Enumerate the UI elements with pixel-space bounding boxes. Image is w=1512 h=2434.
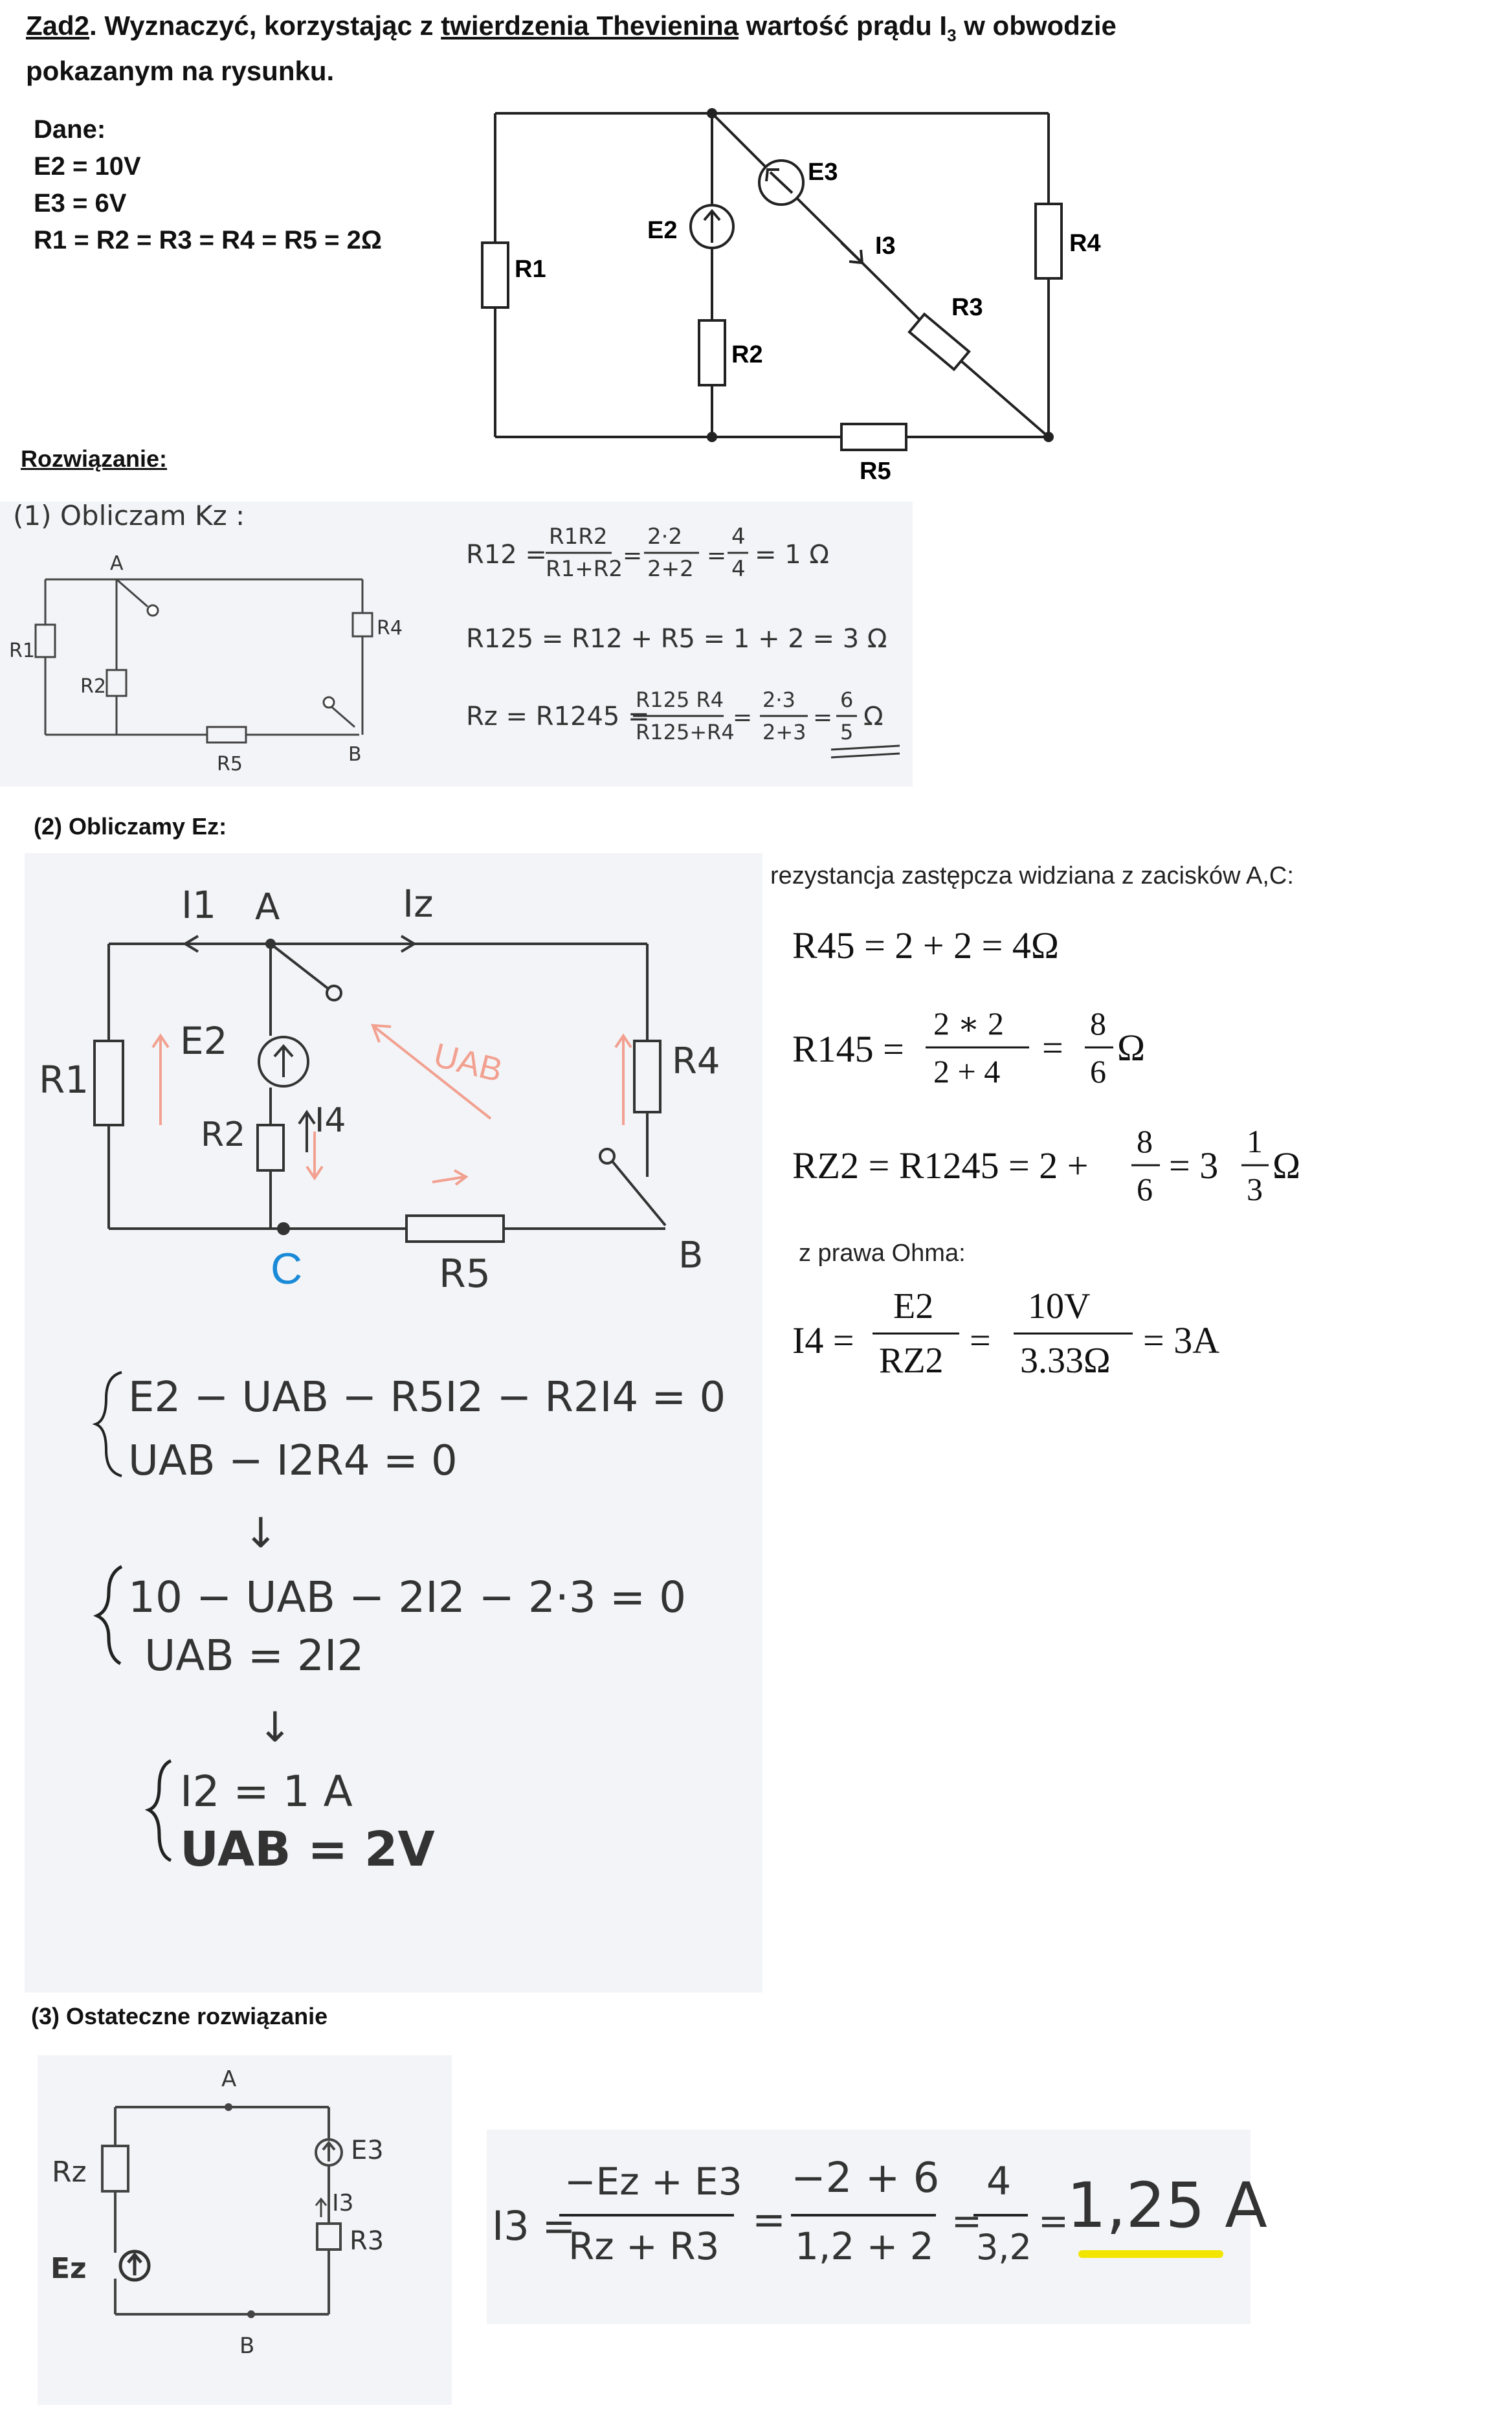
svg-text:4: 4 (986, 2159, 1012, 2204)
s2-brace-3 (149, 1761, 171, 1860)
s1-underline-2 (831, 754, 900, 757)
svg-text:R125+R4: R125+R4 (636, 720, 735, 744)
svg-text:2+3: 2+3 (762, 720, 806, 744)
resistor-r3 (909, 314, 969, 369)
s1-resistor-r1 (36, 625, 55, 657)
svg-text:R145 =: R145 = (792, 1028, 904, 1070)
svg-text:8: 8 (1137, 1123, 1153, 1159)
theorem-name: twierdzenia Thevienina (441, 10, 739, 41)
resistor-r5 (841, 424, 906, 450)
s3-label-e3: E3 (351, 2136, 384, 2165)
svg-text:E2: E2 (893, 1286, 934, 1326)
label-r1: R1 (515, 256, 546, 283)
task-title: Zad2. Wyznaczyć, korzystając z twierdzenia Thevienina wartość prądu $I_3$ w obwodzie pokazanym na rysunku. (26, 10, 1117, 87)
svg-text:Ω: Ω (863, 702, 884, 731)
step1-equations (453, 511, 919, 783)
svg-text:3: 3 (1247, 1171, 1263, 1207)
s2-label-i1: I1 (181, 883, 217, 927)
svg-text:=: = (1038, 2200, 1069, 2242)
step3-circuit (38, 2055, 452, 2405)
svg-text:R1+R2: R1+R2 (546, 556, 623, 582)
s3-label-r3: R3 (350, 2226, 384, 2256)
svg-text:R125 R4: R125 R4 (636, 687, 724, 712)
label-r3: R3 (951, 294, 983, 321)
svg-text:= 1 Ω: = 1 Ω (755, 540, 829, 570)
svg-text:= 3: = 3 (1169, 1144, 1219, 1187)
svg-text:Ω: Ω (1117, 1027, 1146, 1069)
s3-source-e3 (316, 2139, 342, 2165)
svg-text:Ω: Ω (1273, 1144, 1301, 1187)
svg-text:2·3: 2·3 (762, 687, 795, 712)
svg-text:−2 + 6: −2 + 6 (791, 2154, 940, 2202)
svg-text:2+2: 2+2 (647, 556, 694, 582)
s2-terminal-a (327, 986, 341, 1000)
s1-label-r4: R4 (377, 617, 403, 640)
s2-label-b: B (678, 1234, 704, 1277)
svg-text:I3 =: I3 = (492, 2202, 576, 2250)
s3-label-ez: Ez (50, 2252, 87, 2285)
svg-text:8: 8 (1090, 1005, 1106, 1042)
s2-eq4: UAB = 2I2 (144, 1631, 364, 1680)
s2-terminal-b (600, 1149, 614, 1163)
given-heading: Dane: (34, 115, 106, 144)
svg-text:6: 6 (1137, 1171, 1153, 1207)
s3-label-b: B (239, 2333, 255, 2359)
svg-text:=: = (813, 704, 833, 731)
node-bottom (707, 432, 717, 442)
s3-resistor-r3 (317, 2224, 340, 2250)
s2-resistor-r1 (94, 1041, 123, 1125)
step3-title: (3) Ostateczne rozwiązanie (31, 2003, 328, 2029)
s2-arrow-2: ↓ (258, 1704, 293, 1752)
svg-text:Rz + R3: Rz + R3 (568, 2224, 720, 2268)
label-e2: E2 (647, 217, 678, 244)
svg-text:2·2: 2·2 (647, 524, 683, 550)
s2-label-c: C (271, 1244, 303, 1293)
svg-text:5: 5 (840, 720, 854, 744)
step3-formula (487, 2130, 1267, 2324)
svg-text:RZ2 = R1245 = 2 +: RZ2 = R1245 = 2 + (792, 1144, 1089, 1187)
current-arrow-i3 (841, 243, 862, 263)
svg-text:=: = (970, 1319, 991, 1361)
s3-label-i3: I3 (332, 2190, 354, 2216)
label-r5: R5 (860, 458, 891, 485)
s2-resistor-r2 (258, 1125, 284, 1170)
given-e2: E2 = 10V (34, 152, 141, 181)
s3-result: 1,25 A (1067, 2169, 1267, 2242)
s2-label-r1: R1 (39, 1058, 89, 1102)
given-resistors: R1 = R2 = R3 = R4 = R5 = 2Ω (34, 226, 382, 254)
s3-resistor-rz (102, 2146, 128, 2191)
step1-circuit (0, 541, 414, 787)
given-data (34, 111, 382, 259)
node-top (707, 108, 717, 118)
s2-label-e2: E2 (180, 1019, 228, 1063)
s2-label-uab: UAB (430, 1036, 506, 1090)
svg-text:2 ∗ 2: 2 ∗ 2 (933, 1005, 1004, 1042)
side-equations (770, 906, 1508, 1411)
svg-text:= 3A: = 3A (1143, 1319, 1220, 1361)
task-number: Zad2 (26, 10, 90, 41)
node-bottom-right (1043, 432, 1054, 442)
s3-label-rz: Rz (52, 2156, 87, 2189)
s2-eq6: UAB = 2V (180, 1822, 435, 1877)
label-i3: I3 (875, 232, 896, 260)
step2-circuit (25, 853, 762, 1332)
s2-arrow-1: ↓ (243, 1510, 278, 1558)
resistor-r1 (482, 243, 508, 307)
resistor-r2 (699, 320, 725, 385)
s2-eq2: UAB − I2R4 = 0 (128, 1437, 458, 1485)
svg-text:Rz = R1245 =: Rz = R1245 = (466, 702, 650, 731)
s1-label-r5: R5 (217, 753, 243, 776)
s2-label-r4: R4 (672, 1040, 720, 1082)
label-r2: R2 (731, 341, 763, 368)
s2-label-i2: Iz (403, 882, 434, 926)
resistor-r4 (1036, 204, 1062, 278)
s3-label-a: A (221, 2066, 237, 2092)
svg-text:=: = (623, 542, 643, 569)
side-r45: R45 = 2 + 2 = 4Ω (792, 924, 1059, 966)
s1-label-r2: R2 (80, 675, 106, 698)
svg-text:=: = (752, 2196, 786, 2243)
s2-brace-2 (97, 1567, 122, 1664)
svg-text:3.33Ω: 3.33Ω (1020, 1341, 1111, 1381)
s2-eq5: I2 = 1 A (180, 1767, 353, 1816)
s1-resistor-r2 (107, 670, 126, 696)
svg-text:=: = (733, 704, 753, 731)
step2-title: (2) Obliczamy Ez: (34, 813, 227, 840)
svg-text:−Ez + E3: −Ez + E3 (564, 2160, 742, 2204)
s1-underline-1 (831, 746, 900, 750)
s2-brace-1 (96, 1372, 122, 1476)
s2-label-a: A (255, 886, 280, 928)
s1-resistor-r4 (353, 613, 372, 636)
side-ohm: z prawa Ohma: (799, 1240, 966, 1267)
s1-terminal-a (148, 605, 158, 616)
svg-text:4: 4 (731, 556, 746, 582)
s1-label-r1: R1 (9, 640, 35, 662)
svg-text:=: = (1042, 1027, 1063, 1069)
label-r4: R4 (1069, 230, 1101, 257)
svg-text:3,2: 3,2 (976, 2227, 1032, 2268)
s2-voltage-source-e2 (259, 1037, 308, 1086)
svg-text:I4 =: I4 = (792, 1319, 854, 1361)
label-e3: E3 (808, 159, 838, 186)
svg-text:=: = (707, 542, 727, 569)
side-title: rezystancja zastępcza widziana z zacisków A,C: (770, 862, 1294, 889)
main-circuit-diagram (453, 97, 1101, 498)
svg-text:1,2 + 2: 1,2 + 2 (795, 2224, 934, 2268)
s2-label-r2: R2 (201, 1115, 246, 1154)
svg-text:RZ2: RZ2 (879, 1341, 944, 1381)
s1-label-b: B (348, 743, 362, 766)
s2-eq3: 10 − UAB − 2I2 − 2·3 = 0 (128, 1572, 687, 1622)
s3-source-ez (120, 2251, 149, 2280)
s3-node-b (247, 2310, 255, 2318)
s2-eq1: E2 − UAB − R5I2 − R2I4 = 0 (128, 1374, 726, 1422)
svg-text:1: 1 (1247, 1123, 1263, 1159)
svg-text:6: 6 (1090, 1053, 1106, 1089)
s2-node-a (265, 939, 276, 949)
svg-text:=: = (951, 2200, 982, 2242)
svg-text:10V: 10V (1028, 1286, 1091, 1326)
step1-title: (1) Obliczam Kz : (13, 500, 245, 531)
svg-text:R125 = R12 + R5 = 1 + 2 = 3 Ω: R125 = R12 + R5 = 1 + 2 = 3 Ω (466, 624, 887, 654)
svg-text:4: 4 (731, 524, 746, 550)
s2-resistor-r5 (406, 1216, 504, 1242)
voltage-source-e3 (759, 161, 803, 205)
s2-label-r5: R5 (439, 1251, 491, 1297)
s1-label-a: A (110, 552, 124, 575)
given-e3: E3 = 6V (34, 189, 127, 218)
s2-resistor-r4 (634, 1041, 660, 1112)
svg-text:6: 6 (840, 687, 854, 712)
s1-terminal-b (324, 697, 334, 708)
s1-resistor-r5 (207, 727, 246, 742)
svg-text:R1R2: R1R2 (549, 524, 608, 550)
s2-label-i4: I4 (315, 1101, 346, 1140)
step2-equations (25, 1334, 762, 1987)
svg-text:2 + 4: 2 + 4 (933, 1053, 1001, 1089)
voltage-source-e2 (691, 205, 733, 248)
solution-heading: Rozwiązanie: (21, 445, 168, 472)
svg-text:R12 =: R12 = (466, 540, 547, 570)
s3-node-a (225, 2103, 232, 2111)
s2-node-c (277, 1222, 290, 1235)
